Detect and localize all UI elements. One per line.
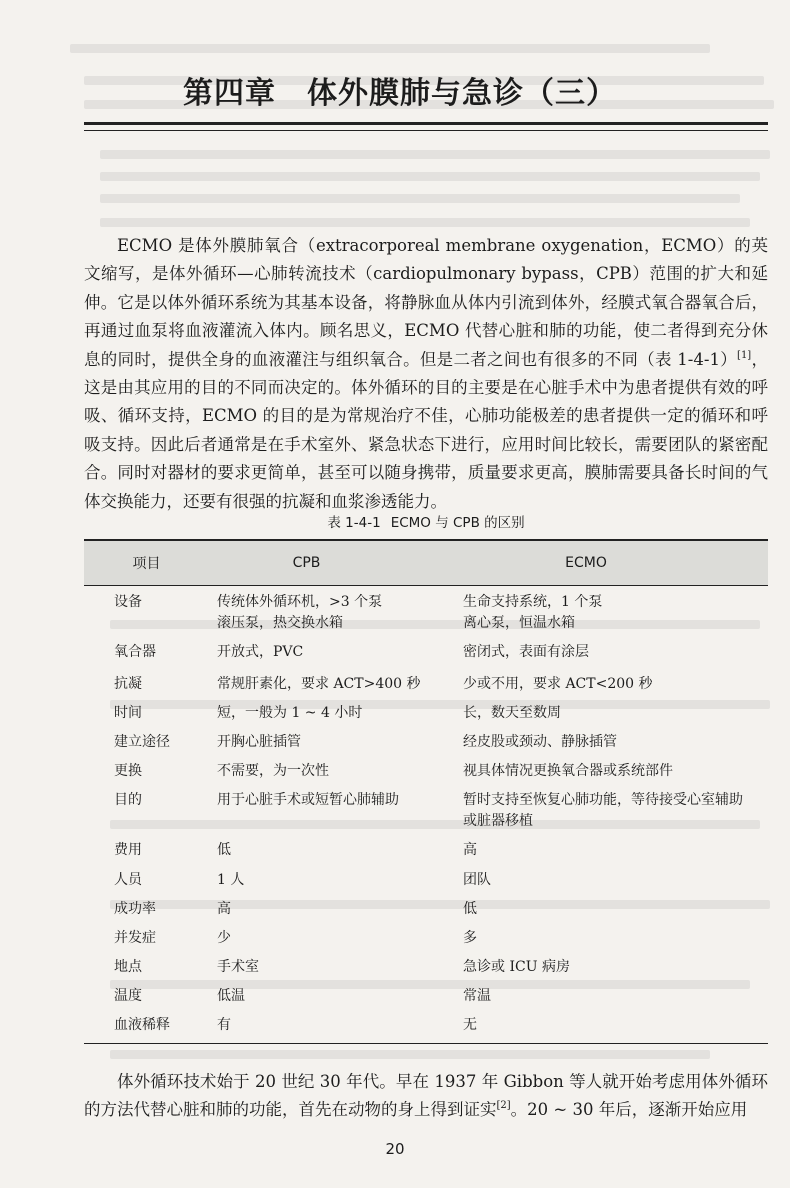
header-item: 项目 bbox=[132, 556, 161, 572]
cell-cpb: 短，一般为 1 ~ 4 小时 bbox=[217, 705, 363, 721]
table-row bbox=[84, 674, 768, 703]
cell-ecmo: 无 bbox=[463, 1017, 477, 1033]
intro-text: ECMO 是体外膜肺氧合（extracorporeal membrane oxygenation，ECMO）的英文缩写，是体外循环—心肺转流技术（cardiopulmonary bypass，CPB）范围的扩大和延伸。它是以体外循环系统为其基本设备，将静脉血从体内引流到体外，经膜式氧合器氧合后，再通过血泵将血液灌流入体内。顾名思义，ECMO 代替心脏和肺的功能，使二者得到充分休息的同时，提供全身的血液灌注与组织氧合。但是二者之间也有很多的不同（表 1-4-1） bbox=[84, 236, 768, 369]
cell-ecmo: 密闭式，表面有涂层 bbox=[463, 644, 589, 660]
cell-item: 地点 bbox=[114, 959, 142, 975]
intro-paragraph bbox=[84, 232, 768, 516]
table-row bbox=[84, 790, 768, 840]
cell-item: 成功率 bbox=[114, 901, 156, 917]
cell-cpb: 有 bbox=[217, 1017, 231, 1033]
title-rule-thick bbox=[84, 122, 768, 125]
table-row bbox=[84, 761, 768, 790]
table-row bbox=[84, 1015, 768, 1043]
cell-cpb: 开胸心脏插管 bbox=[217, 734, 301, 750]
cell-ecmo: 团队 bbox=[463, 872, 491, 888]
cell-cpb: 不需要，为一次性 bbox=[217, 763, 329, 779]
comparison-table bbox=[84, 539, 768, 1044]
cell-item: 氧合器 bbox=[114, 644, 156, 660]
cell-ecmo: 常温 bbox=[463, 988, 491, 1004]
table-row bbox=[84, 703, 768, 732]
cell-item: 人员 bbox=[114, 872, 142, 888]
cell-cpb: 少 bbox=[217, 930, 231, 946]
cell-ecmo: 生命支持系统，1 个泵 离心泵，恒温水箱 bbox=[463, 594, 603, 631]
cell-item: 目的 bbox=[114, 792, 142, 808]
cell-ecmo: 少或不用，要求 ACT<200 秒 bbox=[463, 676, 653, 692]
table-caption-text: ECMO 与 CPB 的区别 bbox=[390, 515, 525, 531]
table-row bbox=[84, 870, 768, 899]
cell-item: 更换 bbox=[114, 763, 142, 779]
cell-cpb: 高 bbox=[217, 901, 231, 917]
closing-paragraph bbox=[84, 1068, 768, 1125]
table-row bbox=[84, 986, 768, 1015]
table-row bbox=[84, 928, 768, 957]
table-body bbox=[84, 586, 768, 1044]
cell-cpb: 用于心脏手术或短暂心肺辅助 bbox=[217, 792, 399, 808]
citation-1[interactable]: [1] bbox=[737, 349, 752, 361]
cell-item: 温度 bbox=[114, 988, 142, 1004]
cell-cpb: 常规肝素化，要求 ACT>400 秒 bbox=[217, 676, 421, 692]
cell-ecmo: 急诊或 ICU 病房 bbox=[463, 959, 570, 975]
table-caption bbox=[84, 511, 768, 531]
cell-ecmo: 多 bbox=[463, 930, 477, 946]
cell-cpb: 1 人 bbox=[217, 872, 245, 888]
cell-ecmo: 视具体情况更换氧合器或系统部件 bbox=[463, 763, 673, 779]
cell-ecmo: 长，数天至数周 bbox=[463, 705, 561, 721]
header-ecmo: ECMO bbox=[565, 555, 607, 571]
cell-item: 抗凝 bbox=[114, 676, 142, 692]
title-rule-thin bbox=[84, 130, 768, 131]
table-header-row bbox=[84, 539, 768, 586]
cell-item: 设备 bbox=[114, 594, 142, 610]
header-cpb: CPB bbox=[292, 555, 321, 571]
table-row bbox=[84, 732, 768, 761]
cell-cpb: 低温 bbox=[217, 988, 245, 1004]
table-row bbox=[84, 840, 768, 870]
cell-item: 血液稀释 bbox=[114, 1017, 170, 1033]
cell-item: 费用 bbox=[114, 842, 142, 858]
page-number: 20 bbox=[385, 1140, 405, 1158]
cell-ecmo: 暂时支持至恢复心肺功能，等待接受心室辅助 或脏器移植 bbox=[463, 792, 743, 829]
cell-item: 并发症 bbox=[114, 930, 156, 946]
cell-cpb: 低 bbox=[217, 842, 231, 858]
cell-ecmo: 经皮股或颈动、静脉插管 bbox=[463, 734, 617, 750]
cell-cpb: 手术室 bbox=[217, 959, 259, 975]
cell-ecmo: 高 bbox=[463, 842, 477, 858]
table-caption-number: 表 1-4-1 bbox=[327, 515, 381, 531]
table-row bbox=[84, 957, 768, 986]
chapter-title: 第四章 体外膜肺与急诊（三） bbox=[183, 76, 617, 111]
cell-cpb: 开放式，PVC bbox=[217, 644, 304, 660]
table-row bbox=[84, 642, 768, 674]
cell-item: 时间 bbox=[114, 705, 142, 721]
cell-cpb: 传统体外循环机，>3 个泵 滚压泵，热交换水箱 bbox=[217, 594, 383, 631]
cell-ecmo: 低 bbox=[463, 901, 477, 917]
table-row bbox=[84, 899, 768, 928]
intro-text-cont: ，这是由其应用的目的不同而决定的。体外循环的目的主要是在心脏手术中为患者提供有效的呼吸、循环支持，ECMO 的目的是为常规治疗不佳，心肺功能极差的患者提供一定的循环和呼吸支持。因此后者通常是在手术室外、紧急状态下进行，应用时间比较长，需要团队的紧密配合。同时对器材的要求更简单，甚至可以随身携带，质量要求更高，膜肺需要具备长时间的气体交换能力，还要有很强的抗凝和血浆渗透能力。 bbox=[84, 349, 769, 511]
closing-text-cont: 。20 ~ 30 年后，逐渐开始应用 bbox=[510, 1100, 748, 1120]
citation-2[interactable]: [2] bbox=[496, 1100, 511, 1112]
cell-item: 建立途径 bbox=[114, 734, 170, 750]
table-row bbox=[84, 592, 768, 642]
closing-text: 体外循环技术始于 20 世纪 30 年代。早在 1937 年 Gibbon 等人就开始考虑用体外循环的方法代替心脏和肺的功能，首先在动物的身上得到证实 bbox=[84, 1072, 768, 1120]
